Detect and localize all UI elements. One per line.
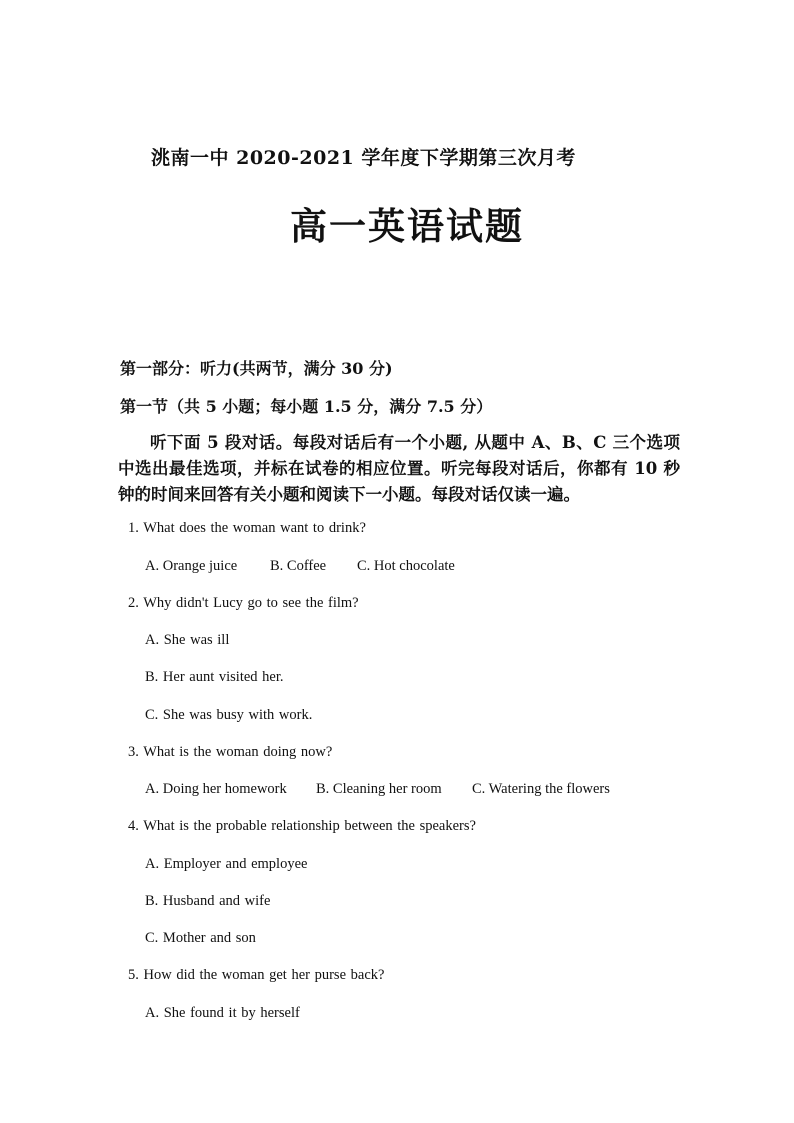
question-1-options <box>145 558 455 575</box>
question-4-option-a: A. Employer and employee <box>145 856 308 872</box>
question-1-option-a: A. Orange juice <box>145 558 238 574</box>
part-heading: 第一部分：听力(共两节，满分 30 分) <box>120 359 393 378</box>
question-4-option-b: B. Husband and wife <box>145 893 271 909</box>
question-3-option-b: B. Cleaning her room <box>316 781 442 797</box>
instructions: 听下面 5 段对话。每段对话后有一个小题, 从题中 A、B、C 三个选项中选出最佳选项，并标在试卷的相应位置。听完每段对话后，你都有 10 秒钟的时间来回答有关小题和阅读下一小题。每段对话仅读一遍。 <box>118 433 680 504</box>
question-5-stem: 5. How did the woman get her purse back? <box>128 967 385 983</box>
question-3-option-c: C. Watering the flowers <box>472 781 610 797</box>
question-4-option-c: C. Mother and son <box>145 930 256 946</box>
question-2-option-a: A. She was ill <box>145 632 230 648</box>
question-4-stem: 4. What is the probable relationship between the speakers? <box>128 818 476 834</box>
question-1-option-c: C. Hot chocolate <box>357 558 455 574</box>
question-3-stem: 3. What is the woman doing now? <box>128 744 333 760</box>
question-1-stem: 1. What does the woman want to drink? <box>128 520 366 536</box>
question-1-option-b: B. Coffee <box>270 558 327 574</box>
question-5-option-a: A. She found it by herself <box>145 1005 300 1021</box>
question-3-options <box>145 781 610 798</box>
question-2-option-b: B. Her aunt visited her. <box>145 669 284 685</box>
question-2-stem: 2. Why didn't Lucy go to see the film? <box>128 595 359 611</box>
question-2-option-c: C. She was busy with work. <box>145 707 313 723</box>
question-3-option-a: A. Doing her homework <box>145 781 287 797</box>
section-heading: 第一节（共 5 小题；每小题 1.5 分，满分 7.5 分） <box>120 397 493 416</box>
page-title: 高一英语试题 <box>290 204 524 248</box>
exam-title: 洮南一中 2020-2021 学年度下学期第三次月考 <box>151 147 576 169</box>
